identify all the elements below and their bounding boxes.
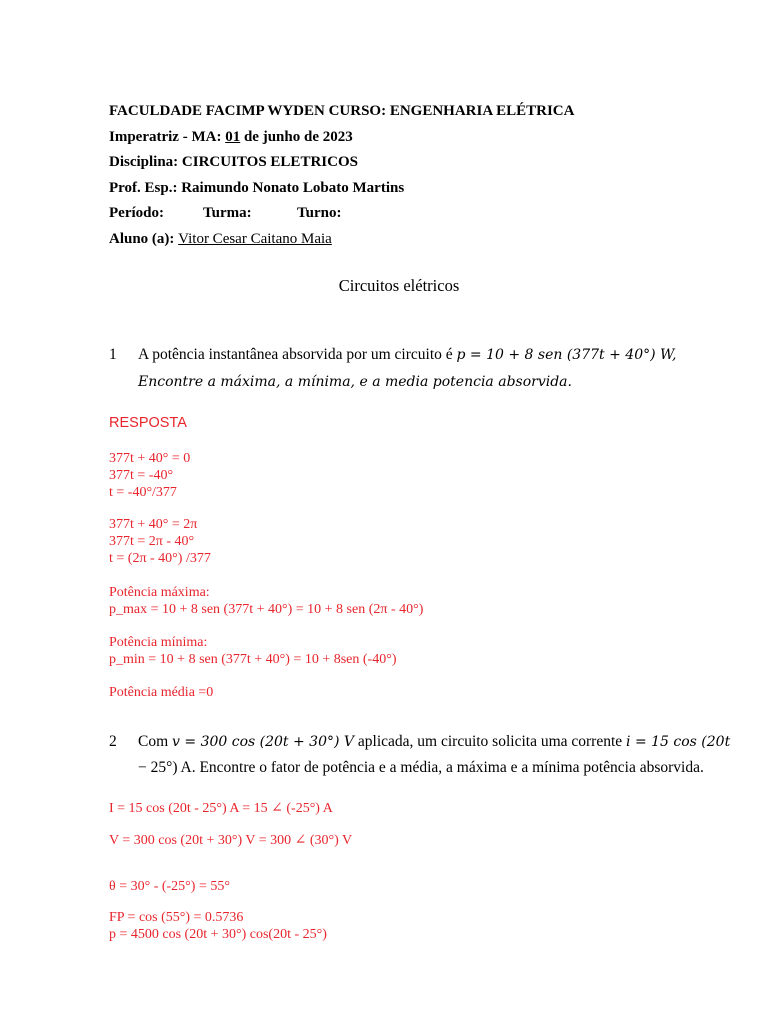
max-power-block: [109, 584, 423, 618]
answer-2-voltage: V = 300 cos (20t + 30°) V = 300 ∠ (30°) V: [109, 833, 353, 848]
page-title: Circuitos elétricos: [338, 276, 460, 295]
min-power-block: [109, 634, 396, 668]
date-rest: de junho de 2023: [240, 129, 353, 145]
student-label: Aluno (a):: [109, 231, 175, 247]
answer-2-current: I = 15 cos (20t - 25°) A = 15 ∠ (-25°) A: [109, 801, 333, 816]
answer-1-line: 377t + 40° = 0: [109, 451, 191, 466]
class-label: Turma:: [203, 205, 252, 221]
period-label: Período:: [109, 205, 164, 221]
answer-1-line: t = (2π - 40°) /377: [109, 551, 211, 566]
max-power-formula: p_max = 10 + 8 sen (377t + 40°) = 10 + 8 sen (2π - 40°): [109, 602, 424, 617]
answer-1-block-b: [109, 516, 211, 567]
max-power-label: Potência máxima:: [109, 585, 210, 600]
student-line: [109, 231, 332, 248]
question-1-text: A potência instantânea absorvida por um circuito é: [138, 346, 457, 363]
answer-2-power: p = 4500 cos (20t + 30°) cos(20t - 25°): [109, 927, 327, 942]
min-power-label: Potência mínima:: [109, 635, 208, 650]
answer-1-line: 377t + 40° = 2π: [109, 517, 198, 532]
institution-line: FACULDADE FACIMP WYDEN CURSO: ENGENHARIA ELÉTRICA: [109, 103, 575, 119]
answer-1-block-a: [109, 450, 190, 501]
date-line: [109, 129, 353, 146]
question-1-line-1: [109, 346, 676, 364]
question-1-ask: Encontre a máxima, a mínima, e a media potencia absorvida.: [138, 374, 572, 390]
student-name: Vitor Cesar Caitano Maia: [178, 231, 332, 247]
period-line: [109, 205, 341, 222]
discipline-line: Disciplina: CIRCUITOS ELETRICOS: [109, 154, 358, 170]
question-2-text-a: Com: [138, 733, 173, 750]
answer-2-theta: θ = 30° - (-25°) = 55°: [109, 879, 230, 894]
answer-1-line: t = -40°/377: [109, 485, 177, 500]
answer-heading: RESPOSTA: [109, 415, 187, 431]
answer-2-power-factor: FP = cos (55°) = 0.5736: [109, 910, 244, 925]
answer-1-line: 377t = 2π - 40°: [109, 534, 195, 549]
location-prefix: Imperatriz - MA:: [109, 129, 226, 145]
date-day: 01: [225, 129, 241, 145]
answer-1-line: 377t = -40°: [109, 468, 174, 483]
min-power-formula: p_min = 10 + 8 sen (377t + 40°) = 10 + 8sen (-40°): [109, 652, 397, 667]
question-2-line-1: [109, 733, 730, 751]
question-2-current: i = 15 cos (20t: [626, 734, 731, 750]
question-1-line-2: [138, 373, 572, 391]
question-2-text-b: aplicada, um circuito solicita uma corrente: [354, 733, 627, 750]
question-2-line-2: − 25°) A. Encontre o fator de potência e a média, a máxima e a mínima potência absorvida.: [138, 759, 704, 776]
question-2-number: 2: [109, 733, 117, 750]
professor-line: Prof. Esp.: Raimundo Nonato Lobato Martins: [109, 180, 405, 196]
question-1-formula: p = 10 + 8 sen (377t + 40°) W,: [456, 347, 677, 363]
avg-power: Potência média =0: [109, 685, 214, 700]
answer-2-block: [109, 909, 327, 943]
shift-label: Turno:: [297, 205, 342, 221]
question-1-number: 1: [109, 346, 117, 363]
question-2-voltage: v = 300 cos (20t + 30°) V: [172, 734, 355, 750]
